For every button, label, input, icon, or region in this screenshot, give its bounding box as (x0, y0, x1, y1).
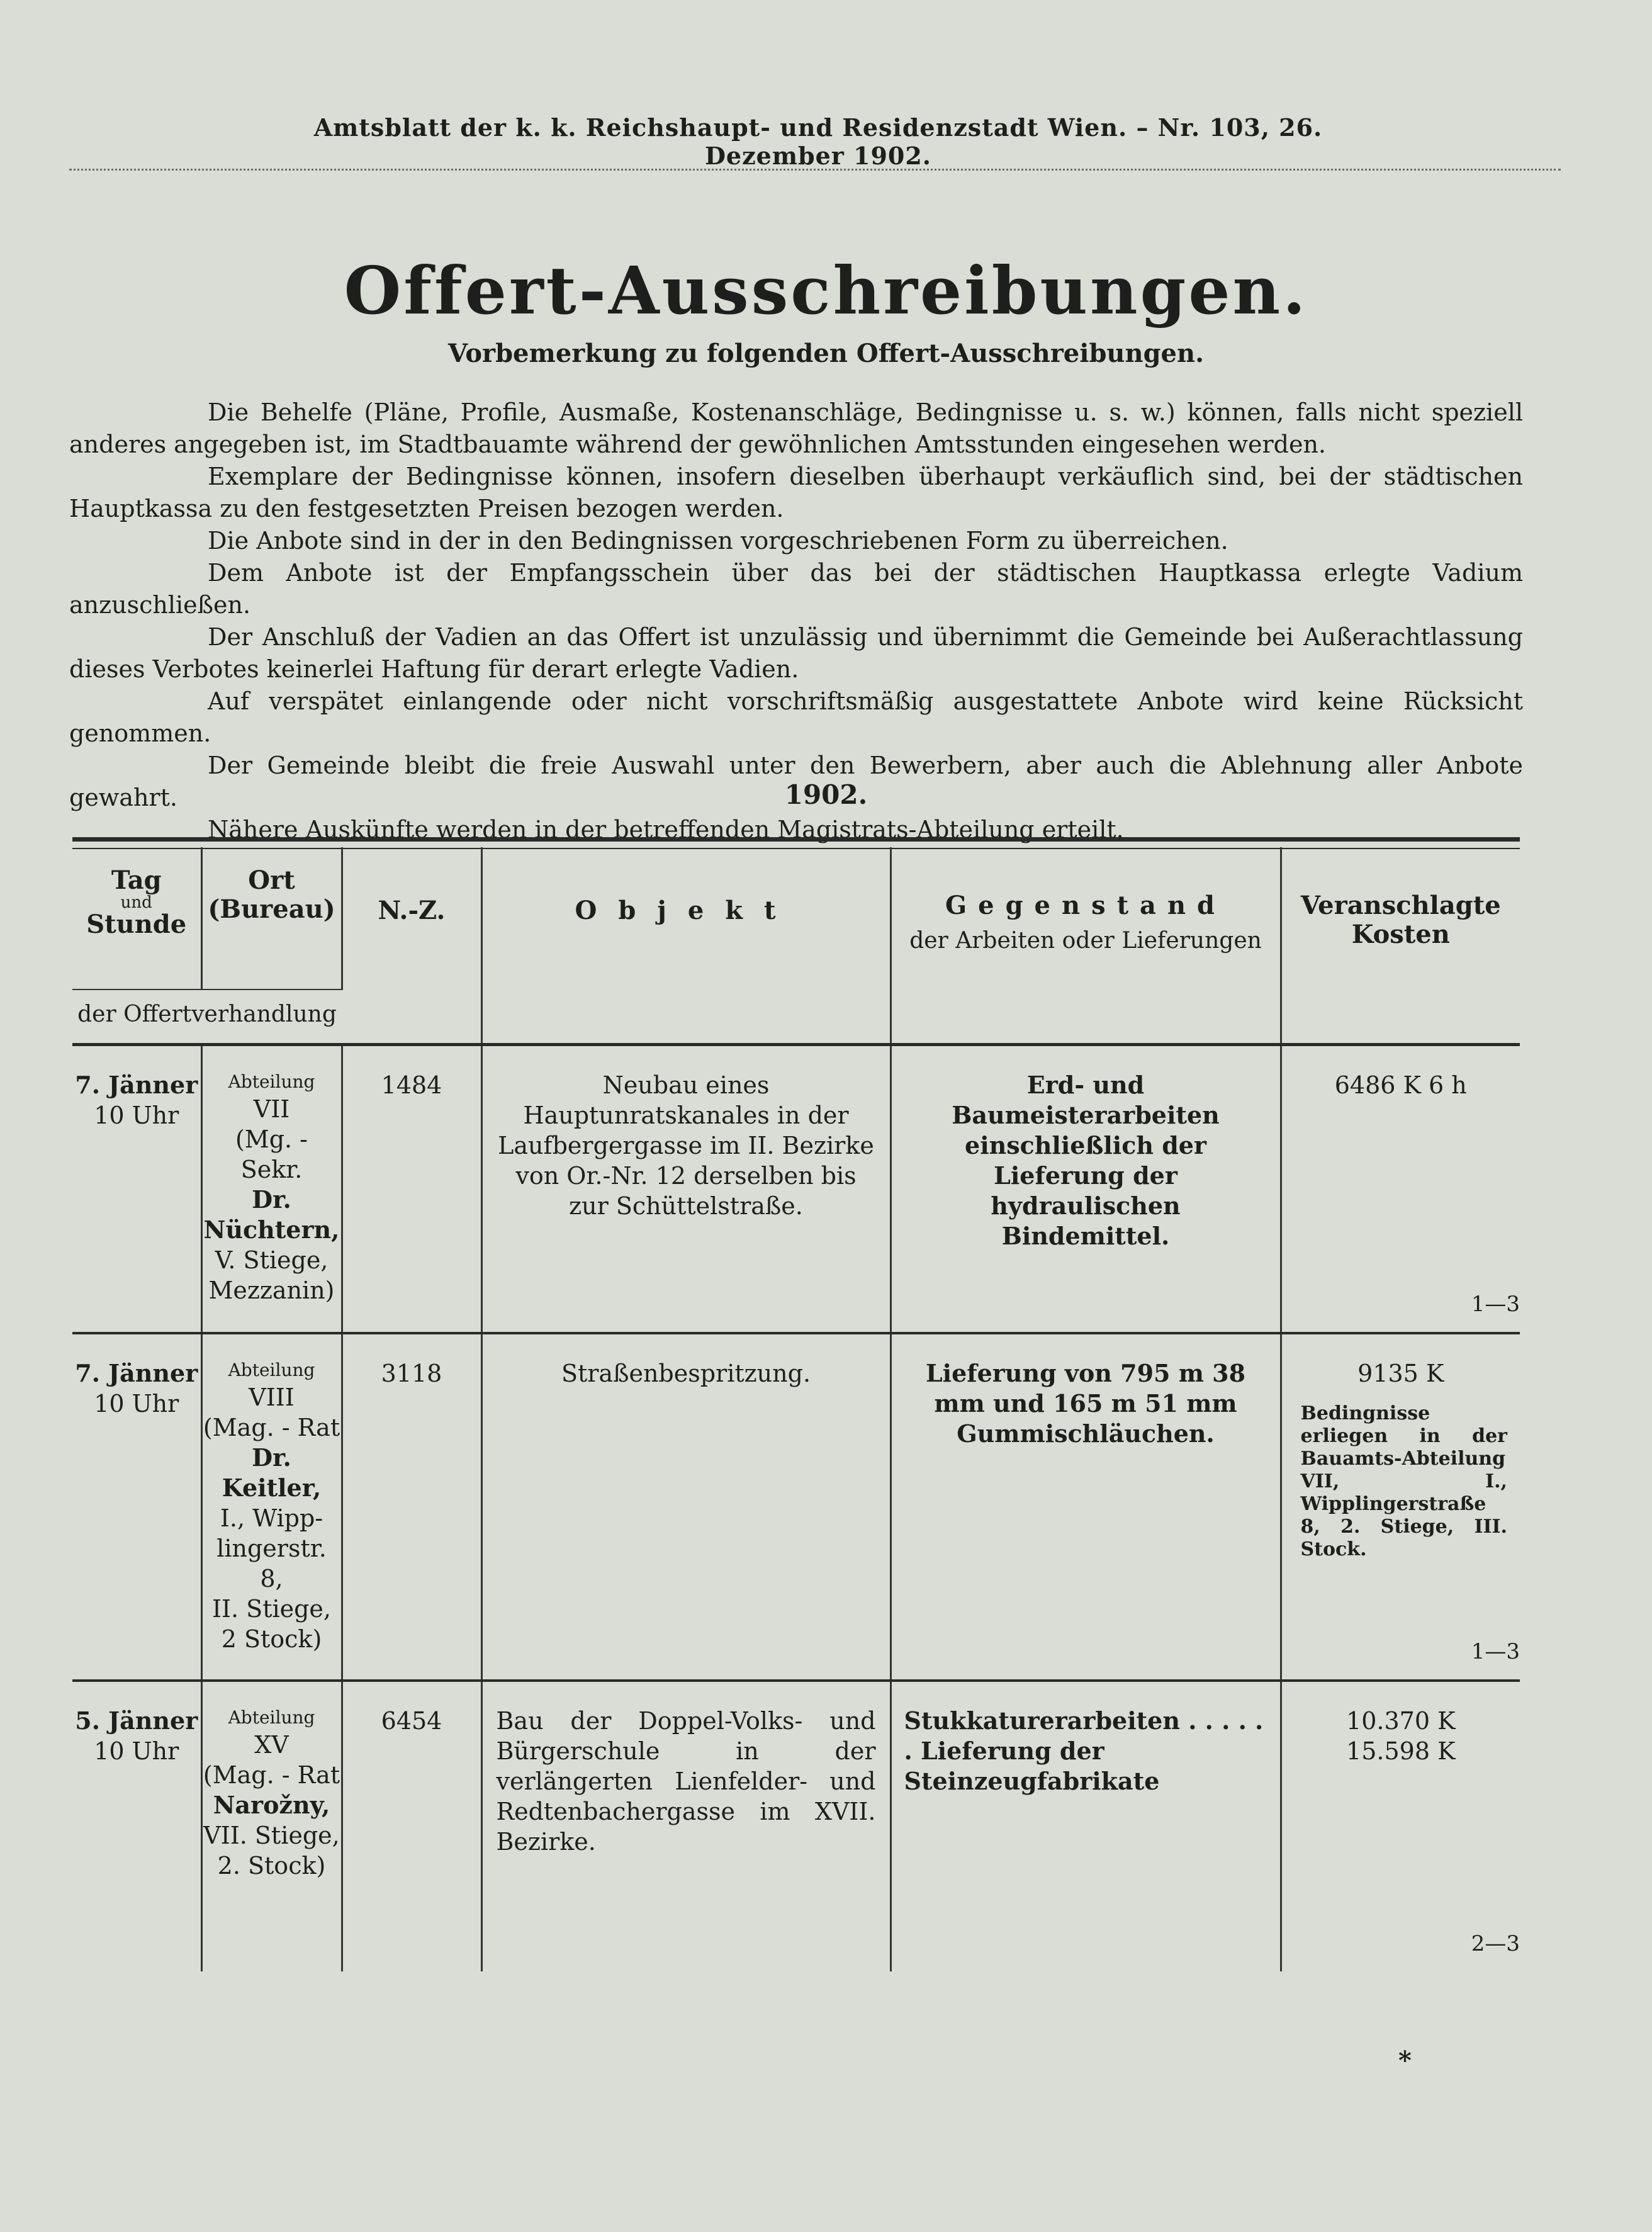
header-objekt-label: Objekt (575, 896, 797, 925)
header-tag-und: und (120, 893, 152, 912)
entry-kosten-cell (1281, 1046, 1520, 1333)
entry-dept-line: V. Stiege, (215, 1246, 329, 1274)
header-gegenstand-bottom: der Arbeiten oder Lieferungen (909, 928, 1262, 954)
header-kosten (1281, 847, 1520, 1045)
header-tag-top: Tag (111, 865, 162, 895)
entry-dept-roman: XV (254, 1731, 289, 1759)
header-gegenstand-top: Gegenstand (945, 891, 1227, 920)
header-nz-label: N.-Z. (378, 896, 446, 925)
header-objekt (481, 847, 891, 1045)
entry-dept-line: II. Stiege, (211, 1595, 332, 1623)
intro-paragraph: Nähere Auskünfte werden in der betreffenden Magistrats-Abteilung erteilt. (208, 816, 1124, 843)
header-kosten-top: Veranschlagte (1300, 891, 1501, 920)
entry-dept-line: Mezzanin) (208, 1277, 335, 1304)
entry-gegenstand: Lieferung von 795 m 38 mm und 165 m 51 mm Gummischläuchen. (891, 1334, 1281, 1681)
entry-objekt: Bau der Doppel-Volks- und Bürgerschule in der verlängerten Lienfelder- und Redtenbachergasse im XVII. Bezirke. (481, 1682, 891, 1971)
header-ort (201, 847, 342, 989)
entry-date: 7. Jänner (75, 1071, 198, 1099)
entry-dept-line: Nüchtern, (203, 1215, 340, 1244)
entry-kosten-cell (1281, 1682, 1520, 1971)
entry-time: 10 Uhr (94, 1390, 179, 1418)
entry-objekt: Straßenbespritzung. (481, 1334, 891, 1681)
intro-paragraph: Der Gemeinde bleibt die freie Auswahl unter den Bewerbern, aber auch die Ablehnung aller Anbote gewahrt. (69, 752, 1523, 811)
intro-paragraph: Der Anschluß der Vadien an das Offert ist unzulässig und übernimmt die Gemeinde bei Außerachtlassung dieses Verbotes keinerlei Haftung für derart erlegte Vadien. (69, 623, 1523, 683)
header-tag (72, 847, 201, 989)
entry-dept-roman: VII (253, 1095, 290, 1123)
entry-date: 7. Jänner (75, 1359, 198, 1387)
entry-kosten: 6486 K 6 h (1334, 1071, 1467, 1099)
intro-paragraph: Exemplare der Bedingnisse können, insofern dieselben überhaupt verkäuflich sind, bei der städtischen Hauptkassa zu den festgesetzten Preisen bezogen werden. (69, 463, 1523, 522)
entry-index: 2—3 (1471, 1931, 1520, 1956)
entry-dept-line: (Mag. - Rat (203, 1761, 340, 1789)
header-tag-bottom: Stunde (86, 910, 187, 939)
footer-mark: * (1398, 2046, 1412, 2075)
entry-dept-line: I., Wipp- (220, 1504, 323, 1532)
entry-dept-line: (Mag. - Rat (203, 1414, 340, 1441)
intro-paragraph: Die Anbote sind in der in den Bedingnissen vorgeschriebenen Form zu überreichen. (208, 527, 1228, 555)
entry-dept-label: Abteilung (228, 1360, 315, 1380)
entry-dept-line: lingerstr. 8, (216, 1535, 327, 1592)
entry-index: 1—3 (1471, 1639, 1520, 1664)
header-kosten-bottom: Kosten (1351, 920, 1450, 949)
entry-date-cell (72, 1334, 201, 1681)
entry-kosten: 10.370 K (1346, 1707, 1456, 1735)
table-header-row (72, 847, 1520, 989)
header-ort-bottom: (Bureau) (208, 894, 335, 924)
entry-dept-line: 2 Stock) (221, 1625, 322, 1653)
entry-date-cell (72, 1682, 201, 1971)
entry-nz: 1484 (342, 1046, 481, 1333)
entry-nz: 6454 (342, 1682, 481, 1971)
entry-kosten: 9135 K (1357, 1360, 1444, 1387)
entry-dept-roman: VIII (249, 1384, 295, 1411)
entry-dept-line: Narožny, (213, 1791, 330, 1819)
entry-objekt: Neubau eines Hauptunratskanales in der Laufbergergasse im II. Bezirke von Or.-Nr. 12 derselben bis zur Schüttelstraße. (481, 1046, 891, 1333)
entry-dept-cell (201, 1334, 342, 1681)
entry-note: Bedingnisse erliegen in der Bauamts-Abteilung VII, I., Wipplingerstraße 8, 2. Stiege, III. Stock. (1300, 1402, 1507, 1560)
entry-time: 10 Uhr (94, 1102, 179, 1129)
intro-paragraph: Die Behelfe (Pläne, Profile, Ausmaße, Kostenanschläge, Bedingnisse u. s. w.) können, falls nicht speziell anderes angegeben ist, im Stadtbauamte während der gewöhnlichen Amtsstunden eingesehen werden. (69, 398, 1523, 458)
entry-time: 10 Uhr (94, 1737, 179, 1765)
entry-index: 1—3 (1471, 1292, 1520, 1317)
running-head: Amtsblatt der k. k. Reichshaupt- und Residenzstadt Wien. – Nr. 103, 26. Dezember 1902. (313, 113, 1323, 170)
intro-paragraph: Dem Anbote ist der Empfangsschein über das bei der städtischen Hauptkassa erlegte Vadium anzuschließen. (69, 559, 1523, 619)
header-offert: der Offertverhandlung (72, 989, 342, 1045)
header-gegenstand (891, 847, 1281, 1045)
offers-table (72, 847, 1520, 1971)
intro-paragraph: Auf verspätet einlangende oder nicht vorschriftsmäßig ausgestattete Anbote wird keine Rücksicht genommen. (69, 687, 1523, 747)
year-heading: 1902. (784, 779, 868, 810)
entry-dept-line: VII. Stiege, (203, 1822, 340, 1849)
entry-date: 5. Jänner (75, 1706, 198, 1735)
page-subtitle: Vorbemerkung zu folgenden Offert-Ausschreibungen. (447, 339, 1205, 368)
page-title: Offert-Ausschreibungen. (344, 252, 1308, 329)
entry-dept-line: 2. Stock) (217, 1852, 326, 1880)
table-row (72, 1682, 1520, 1971)
entry-kosten: 15.598 K (1346, 1737, 1456, 1765)
entry-kosten-cell (1281, 1334, 1520, 1681)
entry-dept-label: Abteilung (228, 1071, 315, 1092)
intro-text (69, 397, 1523, 846)
header-nz (342, 847, 481, 1045)
entry-nz: 3118 (342, 1334, 481, 1681)
header-divider (69, 159, 1561, 171)
table-row (72, 1334, 1520, 1681)
entry-dept-cell (201, 1046, 342, 1333)
entry-gegenstand: Stukkaturerarbeiten . . . . . . Lieferung der Steinzeugfabrikate (891, 1682, 1281, 1971)
header-ort-top: Ort (248, 865, 295, 895)
entry-date-cell (72, 1046, 201, 1333)
entry-dept-line: Dr. (252, 1185, 291, 1214)
entry-gegenstand: Erd- und Baumeisterarbeiten einschließlich der Lieferung der hydraulischen Bindemittel. (891, 1046, 1281, 1333)
entry-dept-label: Abteilung (228, 1707, 315, 1728)
entry-dept-line: Dr. Keitler, (222, 1443, 322, 1502)
entry-dept-line: (Mg. - Sekr. (235, 1125, 308, 1183)
table-row (72, 1046, 1520, 1333)
entry-dept-cell (201, 1682, 342, 1971)
